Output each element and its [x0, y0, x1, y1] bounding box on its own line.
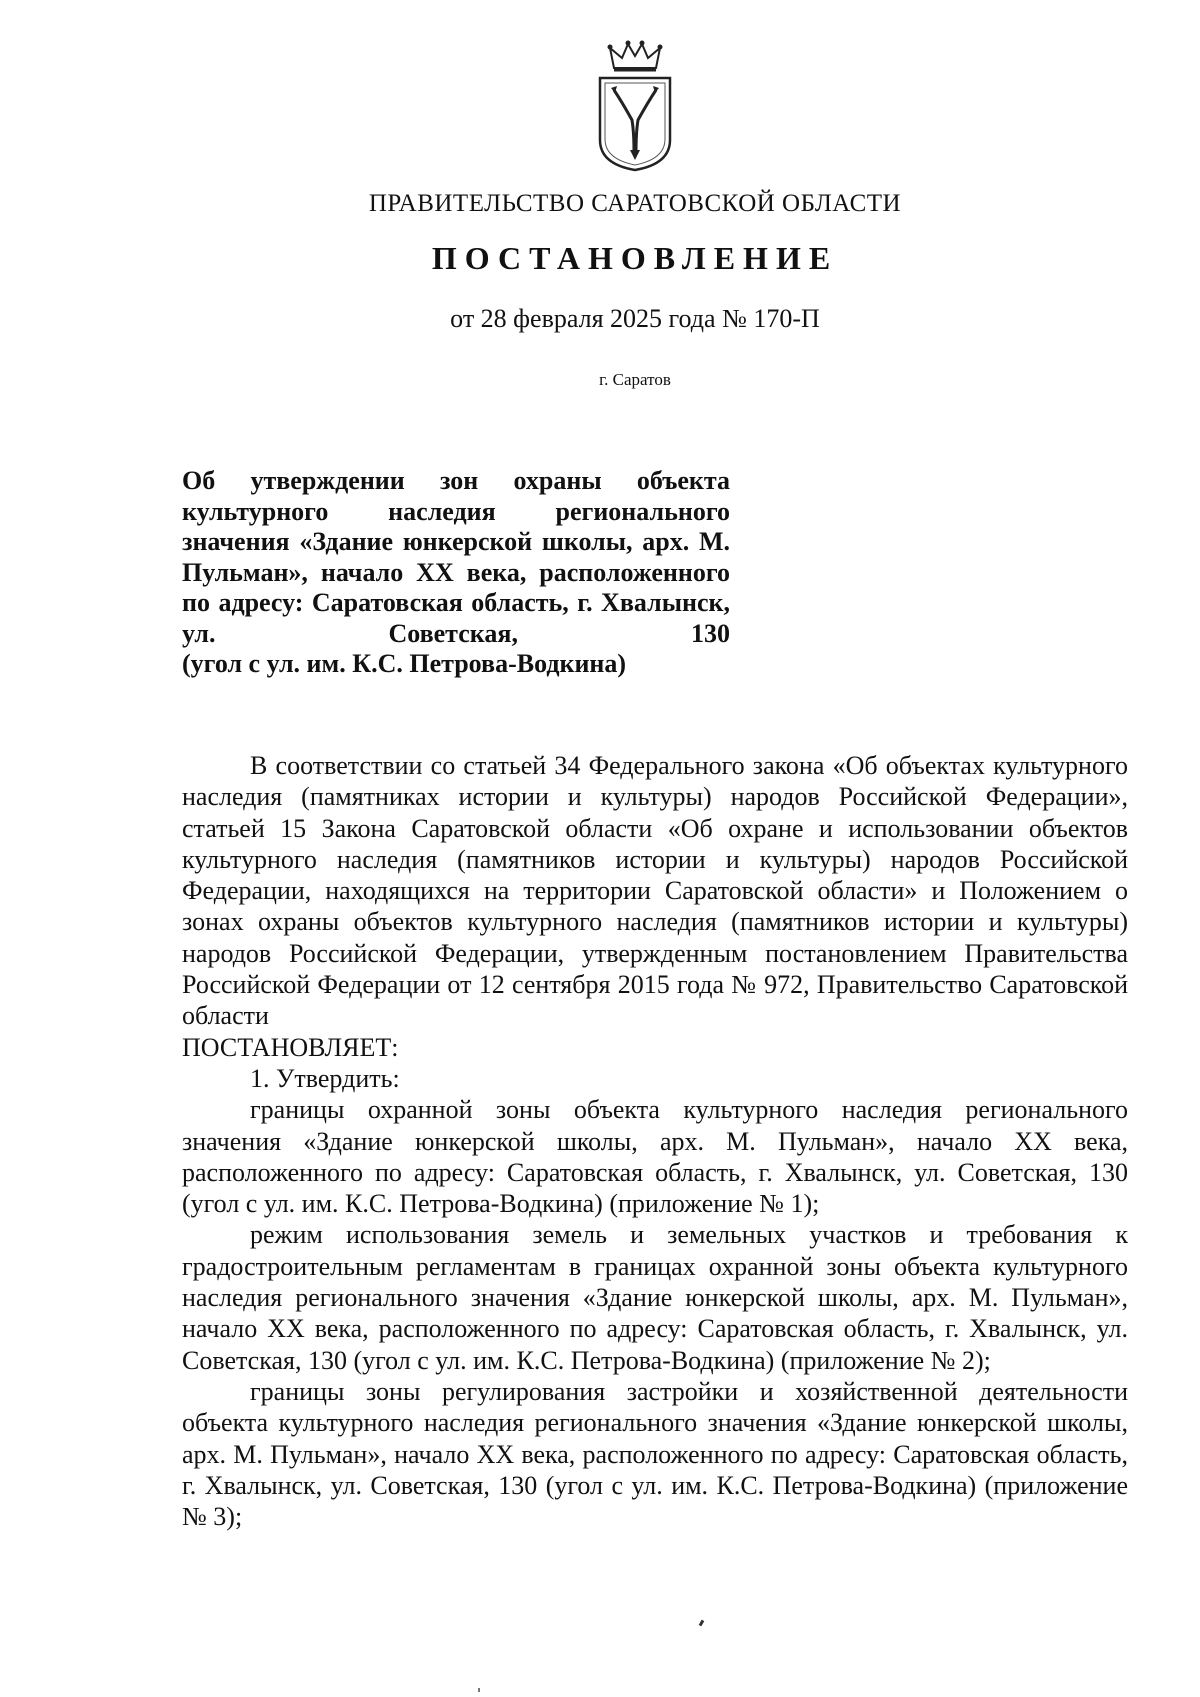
preamble-text: В соответствии со статьей 34 Федерального закона «Об объектах культурного наследия (памятниках истории и культуры) народов Российской Федерации», статьей 15 Закона Саратовской области «Об охране и использовании объектов культурного наследия (памятников истории и культуры) народов Российской Федерации, находящихся на территории Саратовской области» и Положением о зонах охраны объектов культурного наследия (памятников истории и культуры) народов Российской Федерации, утвержденным постановлением Правительства Российской Федерации от 12 сентября 2015 года № 972, Правительство Саратовской области — [182, 751, 1128, 1031]
government-name: ПРАВИТЕЛЬСТВО САРАТОВСКОЙ ОБЛАСТИ — [368, 190, 902, 217]
preamble-paragraph — [182, 750, 1128, 1032]
decree-word: ПОСТАНОВЛЯЕТ: — [182, 1032, 399, 1062]
item-1-b: режим использования земель и земельных участков и требования к градостроительным регламентам в границах охранной зоны объекта культурного наследия регионального значения «Здание юнкерской школы, арх. М. Пульман», начало XX века, расположенного по адресу: Саратовская область, г. Хвалынск, ул. Советская, 130 (угол с ул. им. К.С. Петрова-Водкина) (приложение № 2); — [182, 1220, 1128, 1375]
scan-speck — [699, 1620, 705, 1627]
document-type: ПОСТАНОВЛЕНИЕ — [431, 240, 839, 276]
document-city: г. Саратов — [599, 370, 671, 389]
item-1-a: границы охранной зоны объекта культурного наследия регионального значения «Здание юнкерской школы, арх. М. Пульман», начало XX века, расположенного по адресу: Саратовская область, г. Хвалынск, ул. Советская, 130 (угол с ул. им. К.С. Петрова-Водкина) (приложение № 1); — [182, 1095, 1128, 1219]
item-1-title: 1. Утвердить: — [250, 1063, 400, 1093]
document-body — [182, 750, 1128, 1532]
subject-text: Об утверждении зон охраны объекта культурного наследия регионального значения «Здание юнкерской школы, арх. М. Пульман», начало XX века, расположенного по адресу: Саратовская область, г. Хвалынск, ул. Советская, 130 — [182, 466, 730, 648]
scan-speck — [478, 1688, 480, 1692]
saratov-coat-of-arms-icon — [592, 40, 678, 172]
item-1-c: границы зоны регулирования застройки и хозяйственной деятельности объекта культурного наследия регионального значения «Здание юнкерской школы, арх. М. Пульман», начало XX века, расположенного по адресу: Саратовская область, г. Хвалынск, ул. Советская, 130 (угол с ул. им. К.С. Петрова-Водкина) (приложение № 3); — [182, 1376, 1128, 1532]
document-subject — [182, 466, 730, 680]
document-date-number: от 28 февраля 2025 года № 170-П — [450, 304, 820, 333]
subject-last-line: (угол с ул. им. К.С. Петрова-Водкина) — [182, 649, 627, 678]
